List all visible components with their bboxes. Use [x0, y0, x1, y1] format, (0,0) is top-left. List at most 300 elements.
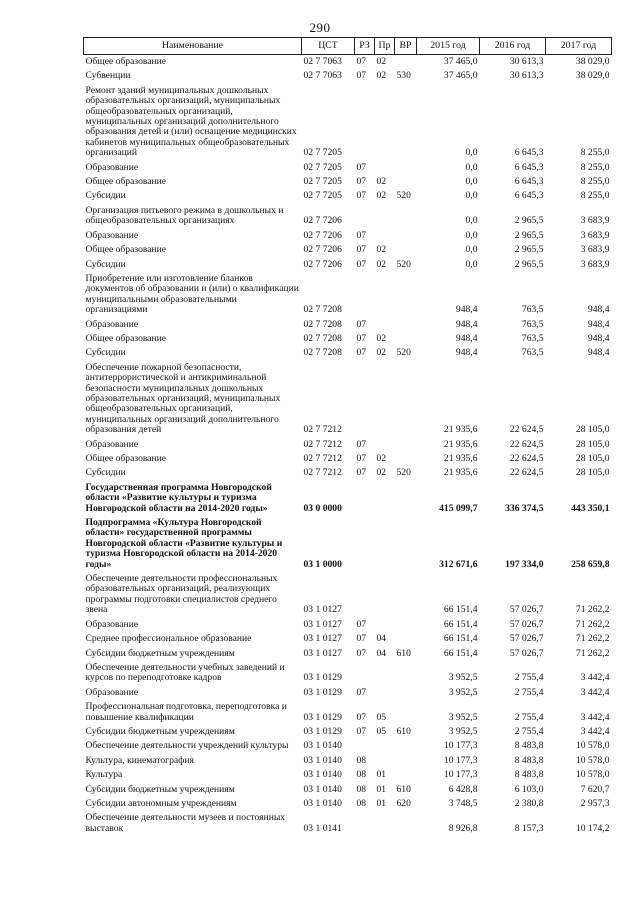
row-vr — [395, 175, 417, 189]
row-rz — [355, 516, 375, 572]
row-name: Культура, кинематография — [85, 754, 194, 766]
row-vr — [395, 632, 417, 646]
row-vr — [395, 811, 417, 836]
row-2015: 37 465,0 — [443, 70, 478, 82]
table-row — [84, 272, 612, 318]
row-name: Ремонт зданий муниципальных дошкольных образовательных организаций, муниципальных общеобразовательных организаций, муниципальных организаций дополнительного образования детей и (или) оснащение медицинских кабинетов муниципальных общеобразовательных организаций — [85, 84, 297, 159]
row-vr — [395, 739, 417, 753]
row-pr: 01 — [376, 797, 387, 809]
row-2017: 10 578,0 — [575, 754, 610, 766]
row-2017: 948,4 — [587, 318, 610, 330]
table-row — [84, 204, 612, 229]
row-2015: 312 671,6 — [439, 558, 478, 570]
row-cst: 02 7 7212 — [303, 453, 342, 464]
table-row — [84, 175, 612, 189]
row-2016: 2 755,4 — [514, 711, 544, 723]
row-cst: 03 1 0129 — [303, 672, 342, 684]
row-name: Субсидии бюджетным учреждениям — [85, 783, 235, 795]
row-name: Обеспечение деятельности профессиональных образовательных организаций, реализующих программы подготовки специалистов среднего звена — [85, 573, 278, 616]
row-rz: 07 — [356, 244, 367, 256]
row-rz — [355, 811, 375, 836]
row-vr — [395, 768, 417, 782]
row-rz: 07 — [356, 161, 367, 173]
row-cst: 03 1 0140 — [303, 740, 342, 752]
row-2016: 2 965,5 — [514, 229, 544, 241]
row-rz: 07 — [356, 686, 367, 698]
row-cst: 03 1 0127 — [303, 633, 342, 645]
row-2017: 8 255,0 — [580, 161, 610, 173]
row-pr: 02 — [376, 467, 387, 479]
header-rz: РЗ — [355, 38, 375, 55]
row-name: Субвенции — [85, 70, 131, 82]
row-2016: 8 483,8 — [514, 769, 544, 781]
row-2017: 71 262,2 — [575, 604, 610, 616]
row-vr — [395, 661, 417, 686]
row-pr: 04 — [376, 633, 387, 645]
row-cst: 03 1 0129 — [303, 711, 342, 723]
header-cst: ЦСТ — [302, 38, 355, 55]
row-2016: 30 613,3 — [509, 56, 544, 67]
row-cst: 02 7 7208 — [303, 318, 342, 330]
header-pr: Пр — [375, 38, 395, 55]
row-pr — [375, 438, 395, 452]
row-pr — [375, 272, 395, 318]
row-cst: 02 7 7205 — [303, 161, 342, 173]
row-name: Организация питьевого режима в дошкольных и общеобразовательных организациях — [85, 204, 284, 227]
row-name: Субсидии автономным учреждениям — [85, 797, 237, 809]
row-rz: 07 — [356, 229, 367, 241]
row-vr — [395, 229, 417, 243]
table-row — [84, 632, 612, 646]
row-2017: 948,4 — [587, 332, 610, 344]
row-rz: 07 — [356, 176, 367, 188]
row-vr — [395, 161, 417, 175]
row-name: Государственная программа Новгородской области «Развитие культуры и туризма Новгородской области на 2014-2020 годы» — [85, 481, 272, 514]
row-cst: 02 7 7206 — [303, 229, 342, 241]
row-cst: 02 7 7212 — [303, 438, 342, 450]
row-2017: 3 683,9 — [580, 229, 610, 241]
row-pr: 02 — [376, 332, 387, 344]
row-vr — [395, 481, 417, 516]
row-2017: 2 957,3 — [580, 797, 610, 809]
row-pr: 02 — [376, 70, 387, 82]
row-2017: 3 683,9 — [580, 258, 610, 270]
row-name: Общее образование — [85, 332, 167, 344]
row-vr — [395, 84, 417, 161]
row-2015: 3 748,5 — [448, 797, 478, 809]
row-vr — [395, 686, 417, 700]
table-row — [84, 797, 612, 811]
row-2015: 948,4 — [455, 347, 478, 359]
table-row — [84, 618, 612, 632]
row-rz — [355, 739, 375, 753]
row-2017: 443 350,1 — [571, 502, 610, 514]
row-2017: 10 174,2 — [575, 822, 610, 834]
row-rz: 07 — [356, 332, 367, 344]
row-2016: 6 103,0 — [514, 783, 544, 795]
budget-table — [83, 37, 612, 836]
row-2015: 3 952,5 — [448, 672, 478, 684]
row-rz — [355, 272, 375, 318]
row-2017: 948,4 — [587, 347, 610, 359]
header-vr: ВР — [395, 38, 417, 55]
row-2015: 0,0 — [465, 147, 478, 159]
row-2017: 3 442,4 — [580, 725, 610, 737]
row-2015: 66 151,4 — [443, 647, 478, 659]
table-row — [84, 318, 612, 332]
row-cst: 03 1 0140 — [303, 797, 342, 809]
row-cst: 02 7 7205 — [303, 190, 342, 202]
table-row — [84, 754, 612, 768]
row-cst: 03 1 0140 — [303, 783, 342, 795]
row-name: Субсидии — [85, 258, 126, 270]
table-row — [84, 647, 612, 661]
row-2015: 0,0 — [465, 244, 478, 256]
row-pr — [375, 84, 395, 161]
row-2017: 258 659,8 — [571, 558, 610, 570]
row-cst: 02 7 7063 — [303, 56, 342, 67]
table-row — [84, 332, 612, 346]
row-pr: 01 — [376, 783, 387, 795]
row-rz: 08 — [356, 783, 367, 795]
row-rz: 07 — [356, 56, 367, 67]
row-name: Субсидии бюджетным учреждениям — [85, 725, 235, 737]
row-2015: 21 935,6 — [443, 467, 478, 479]
row-2015: 21 935,6 — [443, 438, 478, 450]
row-2016: 8 483,8 — [514, 740, 544, 752]
row-name: Среднее профессиональное образование — [85, 633, 252, 645]
table-row — [84, 243, 612, 257]
row-2016: 763,5 — [521, 318, 544, 330]
row-pr — [375, 572, 395, 618]
row-name: Обеспечение деятельности учебных заведений и курсов по переподготовке кадров — [85, 661, 285, 684]
table-row — [84, 783, 612, 797]
row-vr — [395, 700, 417, 725]
row-name: Образование — [85, 438, 139, 450]
row-rz — [355, 204, 375, 229]
row-name: Образование — [85, 686, 139, 698]
row-2015: 66 151,4 — [443, 633, 478, 645]
row-2017: 3 683,9 — [580, 244, 610, 256]
row-2015: 21 935,6 — [443, 453, 478, 464]
row-pr: 02 — [376, 56, 387, 67]
row-pr — [375, 516, 395, 572]
row-pr — [375, 661, 395, 686]
row-vr — [395, 572, 417, 618]
table-row — [84, 189, 612, 203]
table-row — [84, 768, 612, 782]
row-vr — [395, 618, 417, 632]
row-name: Образование — [85, 618, 139, 630]
row-name: Обеспечение деятельности музеев и постоянных выставок — [85, 812, 286, 834]
row-vr — [395, 272, 417, 318]
row-2016: 2 755,4 — [514, 672, 544, 684]
row-2017: 28 105,0 — [575, 424, 610, 436]
row-name: Общее образование — [85, 244, 167, 256]
row-2017: 28 105,0 — [575, 467, 610, 479]
row-cst: 02 7 7208 — [303, 332, 342, 344]
row-vr — [395, 754, 417, 768]
row-vr — [395, 55, 417, 70]
row-vr: 530 — [396, 70, 411, 82]
row-pr — [375, 618, 395, 632]
row-cst: 03 1 0129 — [303, 725, 342, 737]
row-rz: 07 — [356, 190, 367, 202]
row-rz: 08 — [356, 797, 367, 809]
row-2017: 3 442,4 — [580, 711, 610, 723]
row-2015: 3 952,5 — [448, 725, 478, 737]
row-vr — [395, 332, 417, 346]
row-pr — [375, 361, 395, 438]
row-name: Общее образование — [85, 56, 167, 67]
row-rz — [355, 84, 375, 161]
row-2016: 763,5 — [521, 304, 544, 316]
header-2017: 2017 год — [546, 38, 612, 55]
table-header — [84, 38, 612, 55]
row-rz: 07 — [356, 438, 367, 450]
table-row — [84, 686, 612, 700]
row-2016: 30 613,3 — [509, 70, 544, 82]
row-vr: 610 — [396, 647, 411, 659]
row-vr: 520 — [396, 190, 411, 202]
row-2017: 38 029,0 — [575, 70, 610, 82]
row-pr — [375, 754, 395, 768]
row-name: Профессиональная подготовка, переподготовка и повышение квалификации — [85, 701, 287, 723]
row-2016: 2 380,8 — [514, 797, 544, 809]
row-pr — [375, 686, 395, 700]
row-name: Общее образование — [85, 176, 167, 188]
row-cst: 03 1 0141 — [303, 822, 342, 834]
row-2017: 3 442,4 — [580, 672, 610, 684]
table-row — [84, 84, 612, 161]
row-2016: 2 755,4 — [514, 686, 544, 698]
row-pr: 05 — [376, 725, 387, 737]
row-2015: 10 177,3 — [443, 769, 478, 781]
row-cst: 03 1 0140 — [303, 769, 342, 781]
row-2016: 22 624,5 — [509, 467, 544, 479]
row-name: Обеспечение пожарной безопасности, антитеррористической и антикриминальной безопасности муниципальных дошкольных образовательных организаций, муниципальных общеобразовательных организаций, муниципальных организаций дополнительного образования детей — [85, 361, 281, 436]
row-pr: 02 — [376, 347, 387, 359]
row-2015: 0,0 — [465, 258, 478, 270]
row-cst: 02 7 7212 — [303, 424, 342, 436]
row-name: Образование — [85, 229, 139, 241]
row-2017: 3 683,9 — [580, 215, 610, 227]
row-name: Культура — [85, 769, 123, 781]
table-row — [84, 481, 612, 516]
table-row — [84, 811, 612, 836]
row-rz: 08 — [356, 754, 367, 766]
table-row — [84, 661, 612, 686]
table-row — [84, 229, 612, 243]
row-rz: 07 — [356, 647, 367, 659]
table-row — [84, 725, 612, 739]
row-2016: 6 645,3 — [514, 176, 544, 188]
table-row — [84, 452, 612, 466]
row-cst: 03 0 0000 — [303, 502, 342, 514]
row-rz: 07 — [356, 453, 367, 464]
table-row — [84, 739, 612, 753]
table-row — [84, 346, 612, 360]
table-row — [84, 55, 612, 70]
row-2017: 948,4 — [587, 304, 610, 316]
row-rz: 08 — [356, 769, 367, 781]
row-pr: 04 — [376, 647, 387, 659]
row-pr: 02 — [376, 190, 387, 202]
row-pr — [375, 318, 395, 332]
row-pr: 02 — [376, 258, 387, 270]
table-row — [84, 572, 612, 618]
row-cst: 03 1 0127 — [303, 618, 342, 630]
row-pr — [375, 204, 395, 229]
row-2016: 2 965,5 — [514, 258, 544, 270]
row-rz: 07 — [356, 347, 367, 359]
row-2015: 3 952,5 — [448, 686, 478, 698]
row-2015: 37 465,0 — [443, 56, 478, 67]
row-pr — [375, 481, 395, 516]
row-2016: 6 645,3 — [514, 161, 544, 173]
row-cst: 02 7 7063 — [303, 70, 342, 82]
row-cst: 02 7 7208 — [303, 304, 342, 316]
table-body — [84, 55, 612, 837]
row-cst: 03 1 0000 — [303, 558, 342, 570]
row-2016: 2 755,4 — [514, 725, 544, 737]
row-2015: 0,0 — [465, 190, 478, 202]
row-vr — [395, 243, 417, 257]
row-2016: 22 624,5 — [509, 438, 544, 450]
row-vr: 520 — [396, 258, 411, 270]
row-vr — [395, 361, 417, 438]
row-rz: 07 — [356, 725, 367, 737]
row-cst: 03 1 0127 — [303, 604, 342, 616]
table-row — [84, 466, 612, 480]
row-vr — [395, 438, 417, 452]
row-name: Образование — [85, 161, 139, 173]
row-2016: 6 645,3 — [514, 190, 544, 202]
row-rz: 07 — [356, 318, 367, 330]
row-cst: 02 7 7205 — [303, 147, 342, 159]
row-name: Субсидии — [85, 467, 126, 479]
row-pr: 02 — [376, 244, 387, 256]
header-name: Наименование — [84, 38, 302, 55]
row-2016: 8 483,8 — [514, 754, 544, 766]
row-name: Субсидии — [85, 190, 126, 202]
row-2017: 8 255,0 — [580, 190, 610, 202]
row-rz — [355, 361, 375, 438]
row-rz: 07 — [356, 258, 367, 270]
row-2016: 57 026,7 — [509, 604, 544, 616]
row-2015: 0,0 — [465, 215, 478, 227]
row-2017: 10 578,0 — [575, 769, 610, 781]
row-rz: 07 — [356, 70, 367, 82]
table-row — [84, 69, 612, 83]
row-2015: 6 428,8 — [448, 783, 478, 795]
row-2017: 71 262,2 — [575, 647, 610, 659]
row-pr — [375, 739, 395, 753]
row-name: Приобретение или изготовление бланков документов об образовании и (или) о квалификации муниципальными образовательными организациями — [85, 272, 299, 316]
row-cst: 02 7 7206 — [303, 215, 342, 227]
table-row — [84, 258, 612, 272]
row-rz — [355, 481, 375, 516]
row-cst: 02 7 7212 — [303, 467, 342, 479]
row-2015: 0,0 — [465, 229, 478, 241]
row-vr — [395, 516, 417, 572]
row-2016: 2 965,5 — [514, 244, 544, 256]
row-name: Обеспечение деятельности учреждений культуры — [85, 740, 289, 752]
row-cst: 02 7 7206 — [303, 258, 342, 270]
row-vr: 520 — [396, 347, 411, 359]
row-rz — [355, 572, 375, 618]
row-2015: 8 926,8 — [448, 822, 478, 834]
row-vr: 610 — [396, 783, 411, 795]
table-row — [84, 361, 612, 438]
row-2016: 336 374,5 — [505, 502, 544, 514]
row-2017: 38 029,0 — [575, 56, 610, 67]
row-vr: 610 — [396, 725, 411, 737]
row-2015: 415 099,7 — [439, 502, 478, 514]
header-2016: 2016 год — [480, 38, 546, 55]
row-2015: 10 177,3 — [443, 740, 478, 752]
row-pr — [375, 229, 395, 243]
row-2017: 71 262,2 — [575, 618, 610, 630]
row-2016: 57 026,7 — [509, 633, 544, 645]
row-vr — [395, 204, 417, 229]
row-2015: 948,4 — [455, 304, 478, 316]
row-2015: 66 151,4 — [443, 618, 478, 630]
row-cst: 02 7 7206 — [303, 244, 342, 256]
row-name: Субсидии бюджетным учреждениям — [85, 647, 235, 659]
row-name: Подпрограмма «Культура Новгородской области» государственной программы Новгородской области «Развитие культуры и туризма Новгородской области на 2014-2020 годы» — [85, 517, 283, 570]
row-2015: 21 935,6 — [443, 424, 478, 436]
table-row — [84, 438, 612, 452]
row-2016: 57 026,7 — [509, 647, 544, 659]
table-row — [84, 516, 612, 572]
row-rz: 07 — [356, 467, 367, 479]
row-pr: 01 — [376, 769, 387, 781]
row-2016: 763,5 — [521, 332, 544, 344]
table-row — [84, 700, 612, 725]
row-2017: 10 578,0 — [575, 740, 610, 752]
row-name: Образование — [85, 318, 139, 330]
row-cst: 02 7 7208 — [303, 347, 342, 359]
row-pr — [375, 161, 395, 175]
row-2015: 948,4 — [455, 332, 478, 344]
row-2017: 3 442,4 — [580, 686, 610, 698]
row-pr: 02 — [376, 176, 387, 188]
table-row — [84, 161, 612, 175]
row-2016: 763,5 — [521, 347, 544, 359]
row-rz — [355, 661, 375, 686]
row-2016: 197 334,0 — [505, 558, 544, 570]
header-2015: 2015 год — [417, 38, 480, 55]
row-2016: 57 026,7 — [509, 618, 544, 630]
row-vr — [395, 452, 417, 466]
row-2016: 2 965,5 — [514, 215, 544, 227]
row-cst: 03 1 0140 — [303, 754, 342, 766]
row-vr — [395, 318, 417, 332]
row-2017: 7 620,7 — [580, 783, 610, 795]
row-2016: 22 624,5 — [509, 424, 544, 436]
page-number: 290 — [309, 20, 331, 35]
row-rz: 07 — [356, 618, 367, 630]
row-rz: 07 — [356, 633, 367, 645]
row-2015: 948,4 — [455, 318, 478, 330]
row-2017: 28 105,0 — [575, 438, 610, 450]
row-vr: 620 — [396, 797, 411, 809]
row-pr: 02 — [376, 453, 387, 464]
row-2017: 8 255,0 — [580, 176, 610, 188]
row-rz: 07 — [356, 711, 367, 723]
row-2016: 22 624,5 — [509, 453, 544, 464]
